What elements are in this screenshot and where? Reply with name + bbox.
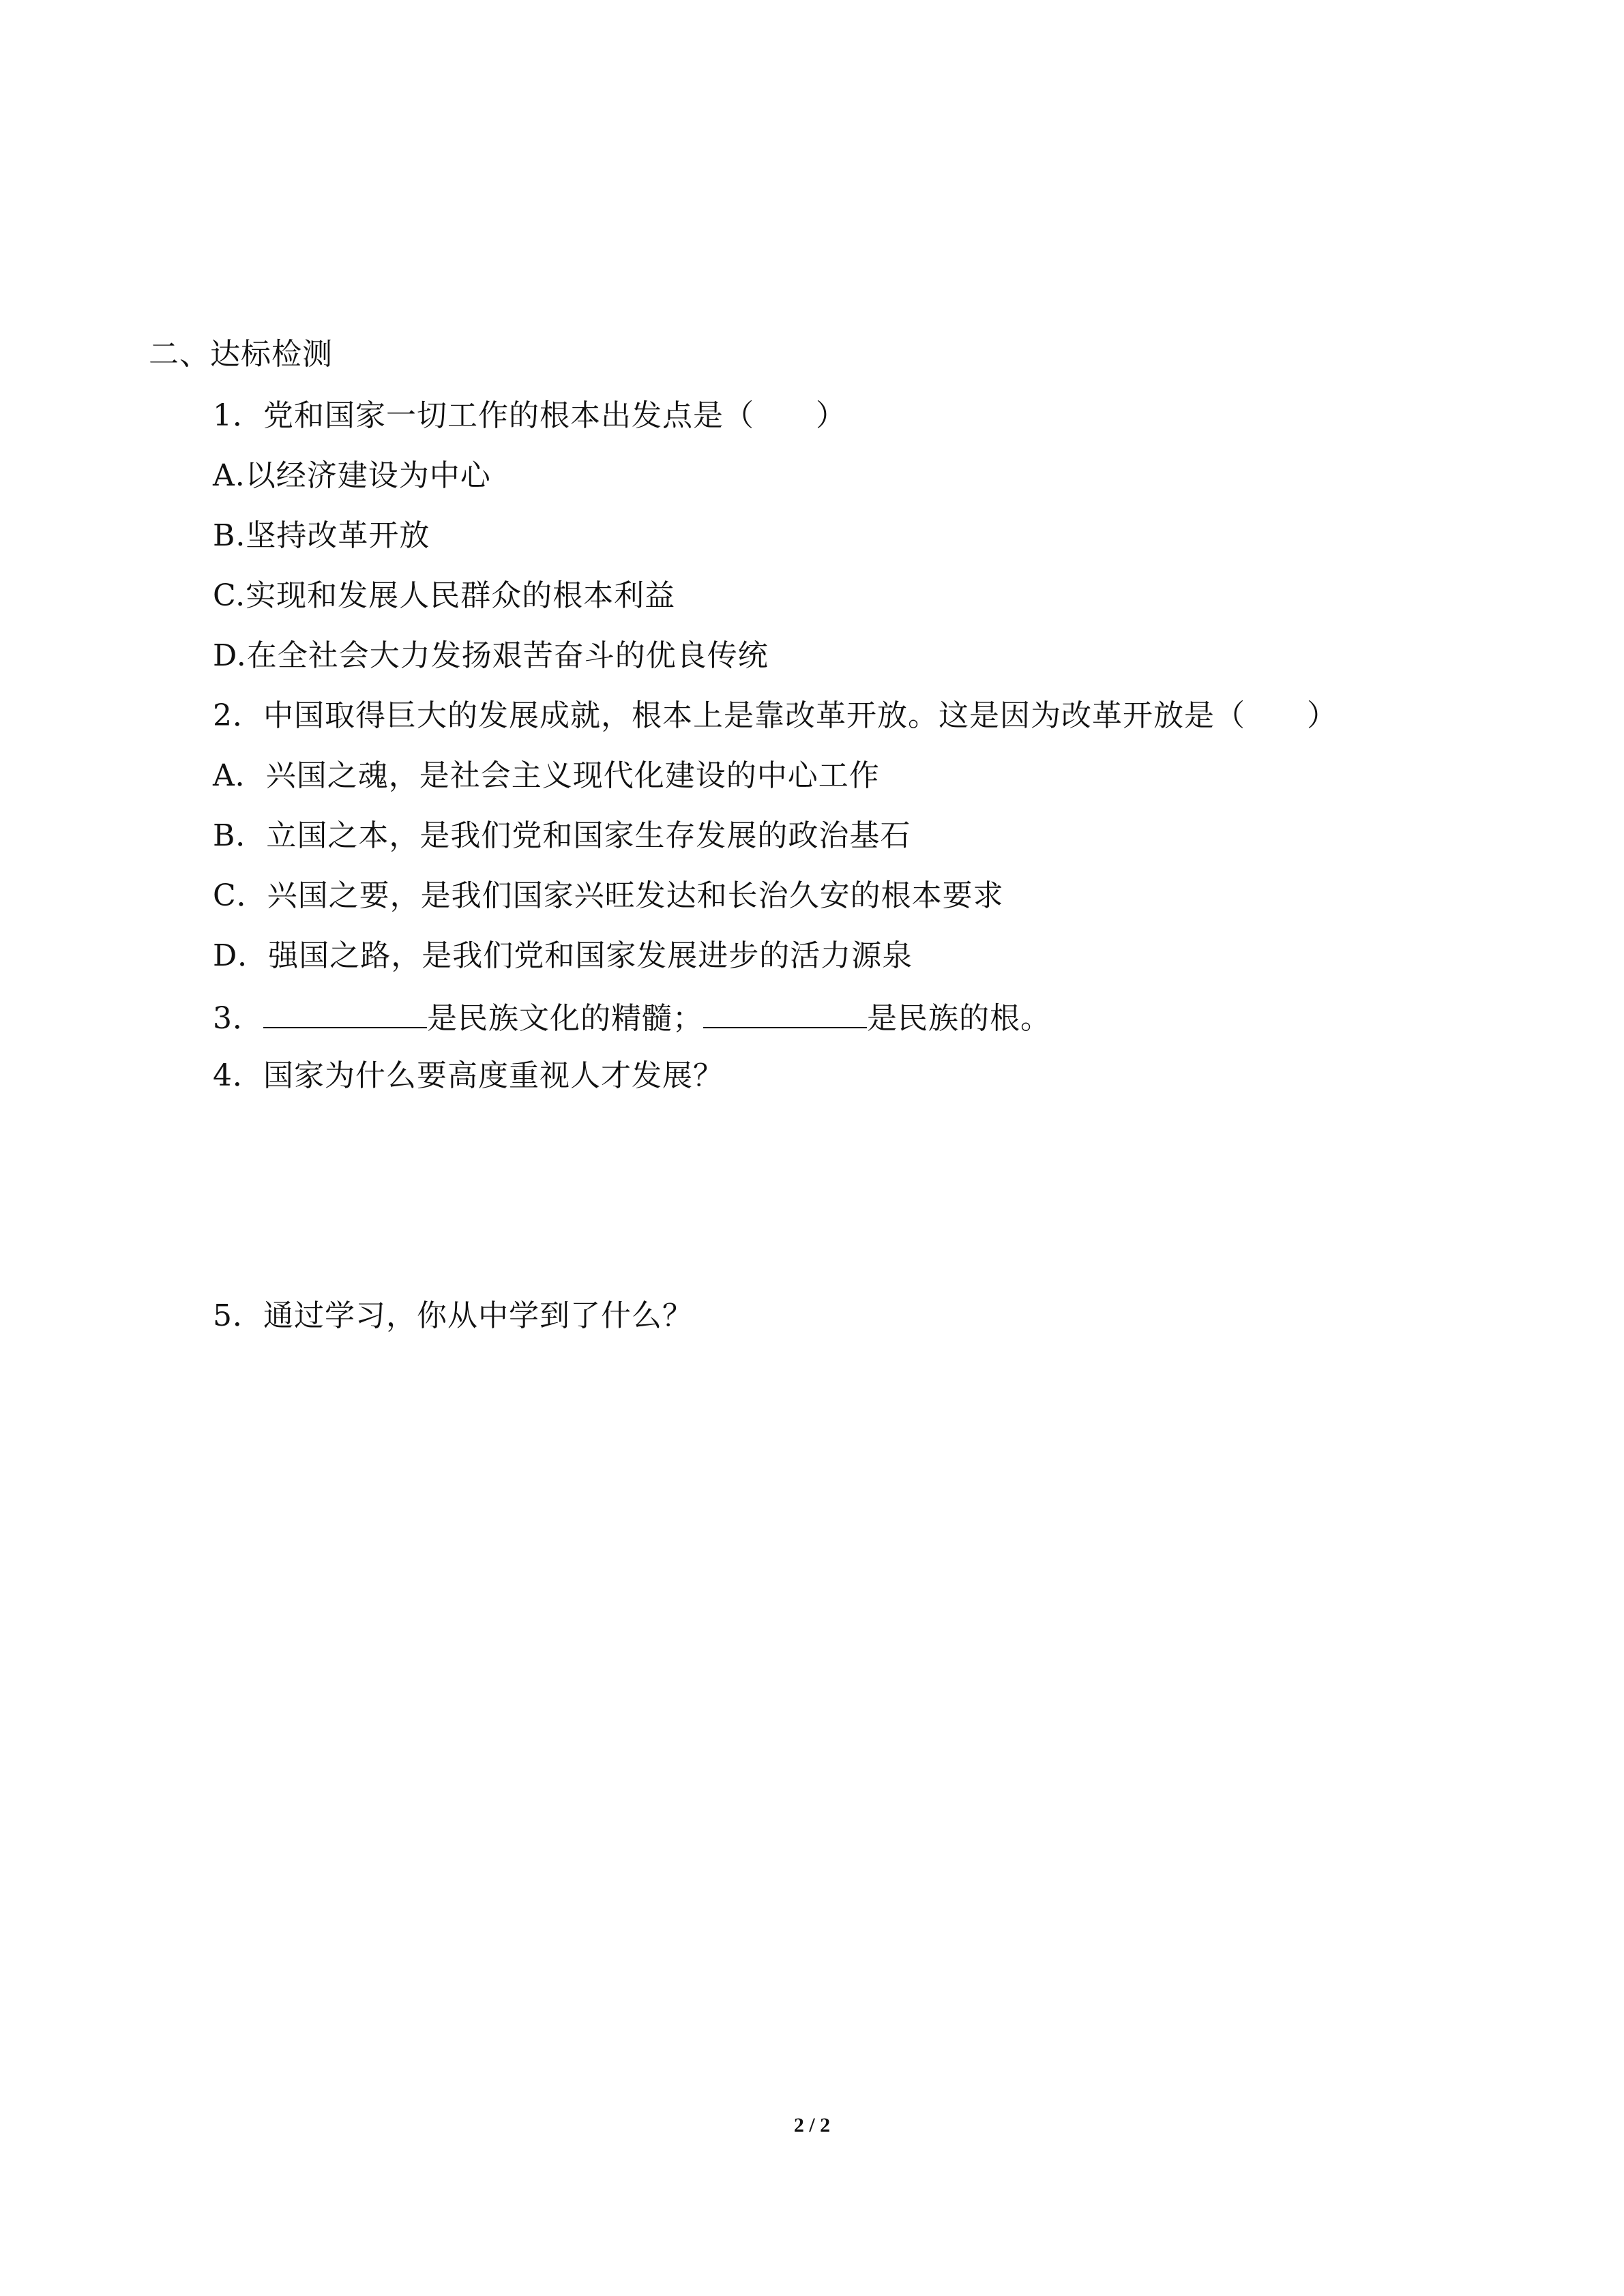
question-2-option-b: B．立国之本，是我们党和国家生存发展的政治基石 (213, 818, 911, 853)
question-3 (213, 997, 1051, 1038)
question-2 (213, 697, 1338, 735)
question-2-close-paren: ） (1307, 698, 1338, 733)
question-2-option-c: C．兴国之要，是我们国家兴旺发达和长治久安的根本要求 (213, 878, 1004, 913)
question-1-close-paren: ） (816, 398, 846, 433)
question-3-part-1: 是民族文化的精髓； (427, 1001, 703, 1036)
section-heading: 二、达标检测 (149, 337, 333, 372)
question-1-option-d: D.在全社会大力发扬艰苦奋斗的优良传统 (213, 638, 769, 673)
question-1-option-a: A.以经济建设为中心 (213, 458, 491, 493)
question-2-text: 2．中国取得巨大的发展成就，根本上是靠改革开放。这是因为改革开放是（ (213, 698, 1245, 733)
question-1-option-c: C.实现和发展人民群众的根本利益 (213, 578, 676, 613)
question-1-option-b: B.坚持改革开放 (213, 518, 430, 553)
fill-in-blank-2 (703, 997, 867, 1028)
page-number: 2 / 2 (793, 2114, 831, 2136)
question-3-part-2: 是民族的根。 (867, 1001, 1051, 1036)
question-1 (213, 397, 846, 435)
question-4: 4．国家为什么要高度重视人才发展？ (213, 1058, 724, 1093)
question-5: 5．通过学习，你从中学到了什么？ (213, 1298, 693, 1333)
question-3-number: 3． (213, 1001, 263, 1036)
fill-in-blank-1 (263, 997, 427, 1028)
question-2-option-d: D．强国之路，是我们党和国家发展进步的活力源泉 (213, 938, 913, 973)
question-2-option-a: A．兴国之魂，是社会主义现代化建设的中心工作 (213, 758, 880, 793)
question-1-text: 1．党和国家一切工作的根本出发点是（ (213, 398, 754, 433)
